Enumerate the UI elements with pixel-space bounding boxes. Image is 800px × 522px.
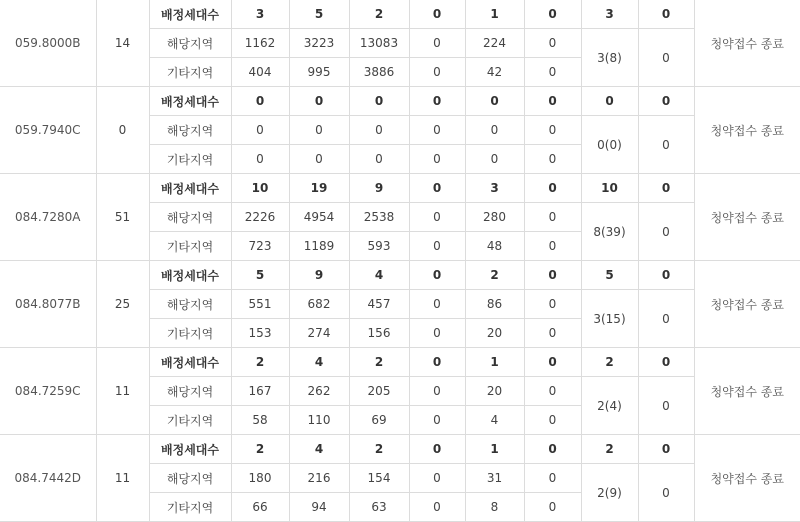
other-value-cell: 4 [465,406,524,435]
category-label: 배정세대수 [149,174,231,203]
other-value-cell: 0 [409,319,465,348]
other-value-cell: 94 [289,493,349,522]
other-value-cell: 0 [524,58,581,87]
house-type-cell: 084.7259C [0,348,96,435]
other-value-cell: 69 [349,406,409,435]
other-value-cell: 0 [465,145,524,174]
allocated-value-cell: 0 [349,87,409,116]
local-value-cell: 457 [349,290,409,319]
allocated-row [0,348,800,377]
local-value-cell: 0 [524,29,581,58]
status-cell: 청약접수 종료 [694,87,800,174]
rank-result-cell: 3(15) [581,290,638,348]
local-value-cell: 224 [465,29,524,58]
rank-extra-cell: 0 [638,29,694,87]
allocated-value-cell: 0 [524,348,581,377]
allocated-value-cell: 1 [465,0,524,29]
local-value-cell: 0 [409,377,465,406]
allocated-value-cell: 0 [409,87,465,116]
allocated-value-cell: 0 [409,348,465,377]
other-value-cell: 153 [231,319,289,348]
local-value-cell: 167 [231,377,289,406]
allocated-value-cell: 0 [524,435,581,464]
allocated-value-cell: 0 [409,435,465,464]
other-value-cell: 1189 [289,232,349,261]
other-value-cell: 48 [465,232,524,261]
other-value-cell: 63 [349,493,409,522]
rank-extra-cell: 0 [638,290,694,348]
local-value-cell: 216 [289,464,349,493]
allocated-value-cell: 2 [349,435,409,464]
local-value-cell: 0 [524,116,581,145]
other-value-cell: 3886 [349,58,409,87]
allocated-value-cell: 0 [524,87,581,116]
other-value-cell: 404 [231,58,289,87]
other-value-cell: 0 [524,232,581,261]
other-value-cell: 20 [465,319,524,348]
rank-extra-cell: 0 [638,377,694,435]
allocated-value-cell: 19 [289,174,349,203]
other-value-cell: 0 [524,493,581,522]
supply-units-cell: 51 [96,174,149,261]
rank-result-cell: 2(4) [581,377,638,435]
local-value-cell: 0 [231,116,289,145]
allocated-value-cell: 0 [409,261,465,290]
status-cell: 청약접수 종료 [694,174,800,261]
supply-units-cell: 14 [96,0,149,87]
other-value-cell: 0 [409,58,465,87]
local-value-cell: 0 [524,464,581,493]
house-type-cell: 084.7280A [0,174,96,261]
allocated-value-cell: 0 [524,0,581,29]
allocated-value-cell: 0 [581,87,638,116]
category-label: 해당지역 [149,203,231,232]
local-value-cell: 682 [289,290,349,319]
category-label: 해당지역 [149,464,231,493]
local-value-cell: 2226 [231,203,289,232]
rank-result-cell: 2(9) [581,464,638,522]
allocated-value-cell: 0 [638,261,694,290]
other-value-cell: 58 [231,406,289,435]
allocated-value-cell: 5 [289,0,349,29]
house-type-cell: 059.8000B [0,0,96,87]
allocated-value-cell: 0 [409,0,465,29]
allocated-value-cell: 4 [289,348,349,377]
other-value-cell: 723 [231,232,289,261]
local-value-cell: 0 [289,116,349,145]
allocated-row [0,0,800,29]
allocated-value-cell: 5 [581,261,638,290]
category-label: 배정세대수 [149,348,231,377]
house-type-cell: 084.7442D [0,435,96,522]
other-value-cell: 156 [349,319,409,348]
local-value-cell: 205 [349,377,409,406]
local-value-cell: 31 [465,464,524,493]
allocated-value-cell: 2 [231,435,289,464]
allocated-value-cell: 0 [638,435,694,464]
local-value-cell: 262 [289,377,349,406]
category-label: 해당지역 [149,290,231,319]
allocated-value-cell: 0 [231,87,289,116]
local-value-cell: 0 [524,203,581,232]
house-type-cell: 084.8077B [0,261,96,348]
allocated-value-cell: 0 [524,174,581,203]
local-value-cell: 0 [409,29,465,58]
local-value-cell: 0 [409,203,465,232]
rank-extra-cell: 0 [638,116,694,174]
rank-extra-cell: 0 [638,203,694,261]
local-value-cell: 2538 [349,203,409,232]
local-value-cell: 0 [409,116,465,145]
status-cell: 청약접수 종료 [694,0,800,87]
other-value-cell: 274 [289,319,349,348]
allocated-value-cell: 9 [349,174,409,203]
status-cell: 청약접수 종료 [694,435,800,522]
allocated-value-cell: 2 [581,435,638,464]
category-label: 배정세대수 [149,0,231,29]
local-value-cell: 0 [524,290,581,319]
local-value-cell: 0 [349,116,409,145]
other-value-cell: 66 [231,493,289,522]
other-value-cell: 995 [289,58,349,87]
status-cell: 청약접수 종료 [694,348,800,435]
category-label: 기타지역 [149,232,231,261]
allocated-row [0,261,800,290]
other-value-cell: 0 [409,145,465,174]
supply-units-cell: 11 [96,435,149,522]
local-value-cell: 13083 [349,29,409,58]
category-label: 해당지역 [149,377,231,406]
local-value-cell: 0 [409,290,465,319]
allocated-value-cell: 2 [465,261,524,290]
other-value-cell: 0 [231,145,289,174]
local-value-cell: 0 [409,464,465,493]
allocated-row [0,87,800,116]
allocated-value-cell: 2 [231,348,289,377]
other-value-cell: 0 [409,493,465,522]
other-value-cell: 8 [465,493,524,522]
rank-result-cell: 8(39) [581,203,638,261]
category-label: 기타지역 [149,493,231,522]
allocated-value-cell: 0 [638,0,694,29]
category-label: 기타지역 [149,319,231,348]
allocated-value-cell: 0 [638,87,694,116]
other-value-cell: 110 [289,406,349,435]
allocated-value-cell: 3 [231,0,289,29]
allocated-value-cell: 4 [289,435,349,464]
allocated-value-cell: 0 [638,174,694,203]
allocated-value-cell: 9 [289,261,349,290]
other-value-cell: 0 [524,145,581,174]
local-value-cell: 3223 [289,29,349,58]
category-label: 배정세대수 [149,87,231,116]
category-label: 해당지역 [149,116,231,145]
other-value-cell: 0 [409,232,465,261]
other-value-cell: 0 [409,406,465,435]
local-value-cell: 280 [465,203,524,232]
local-value-cell: 86 [465,290,524,319]
local-value-cell: 0 [524,377,581,406]
allocated-value-cell: 10 [231,174,289,203]
category-label: 기타지역 [149,406,231,435]
allocated-value-cell: 2 [349,0,409,29]
rank-result-cell: 0(0) [581,116,638,174]
allocated-value-cell: 1 [465,435,524,464]
allocated-value-cell: 0 [289,87,349,116]
other-value-cell: 0 [524,406,581,435]
category-label: 배정세대수 [149,435,231,464]
rank-result-cell: 3(8) [581,29,638,87]
allocated-value-cell: 0 [638,348,694,377]
local-value-cell: 180 [231,464,289,493]
allocated-value-cell: 5 [231,261,289,290]
allocated-row [0,435,800,464]
supply-units-cell: 11 [96,348,149,435]
local-value-cell: 551 [231,290,289,319]
house-type-cell: 059.7940C [0,87,96,174]
local-value-cell: 0 [465,116,524,145]
category-label: 기타지역 [149,58,231,87]
category-label: 해당지역 [149,29,231,58]
local-value-cell: 1162 [231,29,289,58]
other-value-cell: 0 [349,145,409,174]
local-value-cell: 154 [349,464,409,493]
allocated-value-cell: 0 [465,87,524,116]
allocated-value-cell: 3 [581,0,638,29]
other-value-cell: 593 [349,232,409,261]
supply-units-cell: 25 [96,261,149,348]
rank-extra-cell: 0 [638,464,694,522]
allocated-value-cell: 0 [524,261,581,290]
local-value-cell: 20 [465,377,524,406]
allocated-value-cell: 4 [349,261,409,290]
local-value-cell: 4954 [289,203,349,232]
allocated-value-cell: 10 [581,174,638,203]
allocated-value-cell: 1 [465,348,524,377]
supply-units-cell: 0 [96,87,149,174]
allocated-value-cell: 3 [465,174,524,203]
allocated-value-cell: 0 [409,174,465,203]
status-cell: 청약접수 종료 [694,261,800,348]
other-value-cell: 0 [524,319,581,348]
other-value-cell: 0 [289,145,349,174]
allocated-value-cell: 2 [349,348,409,377]
category-label: 배정세대수 [149,261,231,290]
allocated-value-cell: 2 [581,348,638,377]
category-label: 기타지역 [149,145,231,174]
allocated-row [0,174,800,203]
other-value-cell: 42 [465,58,524,87]
